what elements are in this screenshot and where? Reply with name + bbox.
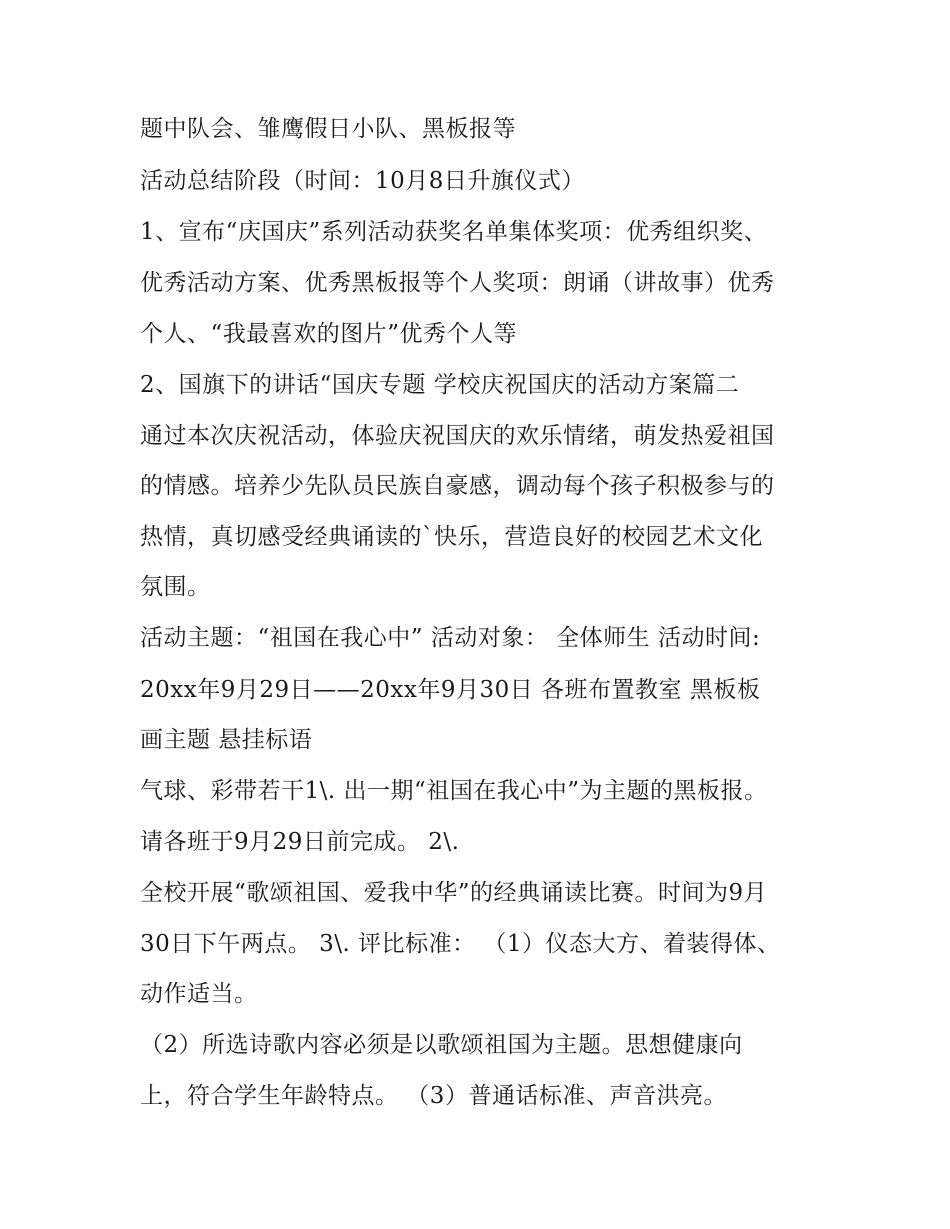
text-line-17: 30日下午两点。 3\. 评比标准： （1）仪态大方、着装得体、 (140, 931, 781, 957)
text-line-6: 2、国旗下的讲话“国庆专题 学校庆祝国庆的活动方案篇二 (140, 372, 740, 398)
text-line-18: 动作适当。 (140, 981, 258, 1007)
text-line-12: 20xx年9月29日——20xx年9月30日 各班布置教室 黑板板 (140, 677, 761, 703)
text-line-13: 画主题 悬挂标语 (140, 727, 313, 753)
text-line-2: 活动总结阶段（时间：10月8日升旗仪式） (140, 168, 585, 194)
text-line-20: 上，符合学生年龄特点。 （3）普通话标准、声音洪亮。 (140, 1083, 727, 1109)
text-line-14: 气球、彩带若干1\. 出一期“祖国在我心中”为主题的黑板报。 (140, 778, 768, 804)
text-line-10: 氛围。 (140, 574, 211, 600)
text-line-7: 通过本次庆祝活动，体验庆祝国庆的欢乐情绪，萌发热爱祖国 (140, 423, 775, 449)
text-line-19: （2）所选诗歌内容必须是以歌颂祖国为主题。思想健康向 (140, 1032, 743, 1058)
text-line-11: 活动主题：“祖国在我心中” 活动对象： 全体师生 活动时间: (140, 625, 761, 651)
text-line-1: 题中队会、雏鹰假日小队、黑板报等 (140, 116, 516, 142)
text-line-4: 优秀活动方案、优秀黑板报等个人奖项：朗诵（讲故事）优秀 (140, 270, 775, 296)
text-line-3: 1、宣布“庆国庆”系列活动获奖名单集体奖项：优秀组织奖、 (140, 219, 768, 245)
text-line-5: 个人、“我最喜欢的图片”优秀个人等 (140, 321, 518, 347)
text-line-15: 请各班于9月29日前完成。 2\. (140, 829, 460, 855)
text-line-16: 全校开展“歌颂祖国、爱我中华”的经典诵读比赛。时间为9月 (140, 880, 768, 906)
text-line-9: 热情，真切感受经典诵读的`快乐，营造良好的校园艺术文化 (140, 524, 763, 550)
text-line-8: 的情感。培养少先队员民族自豪感，调动每个孩子积极参与的 (140, 473, 775, 499)
